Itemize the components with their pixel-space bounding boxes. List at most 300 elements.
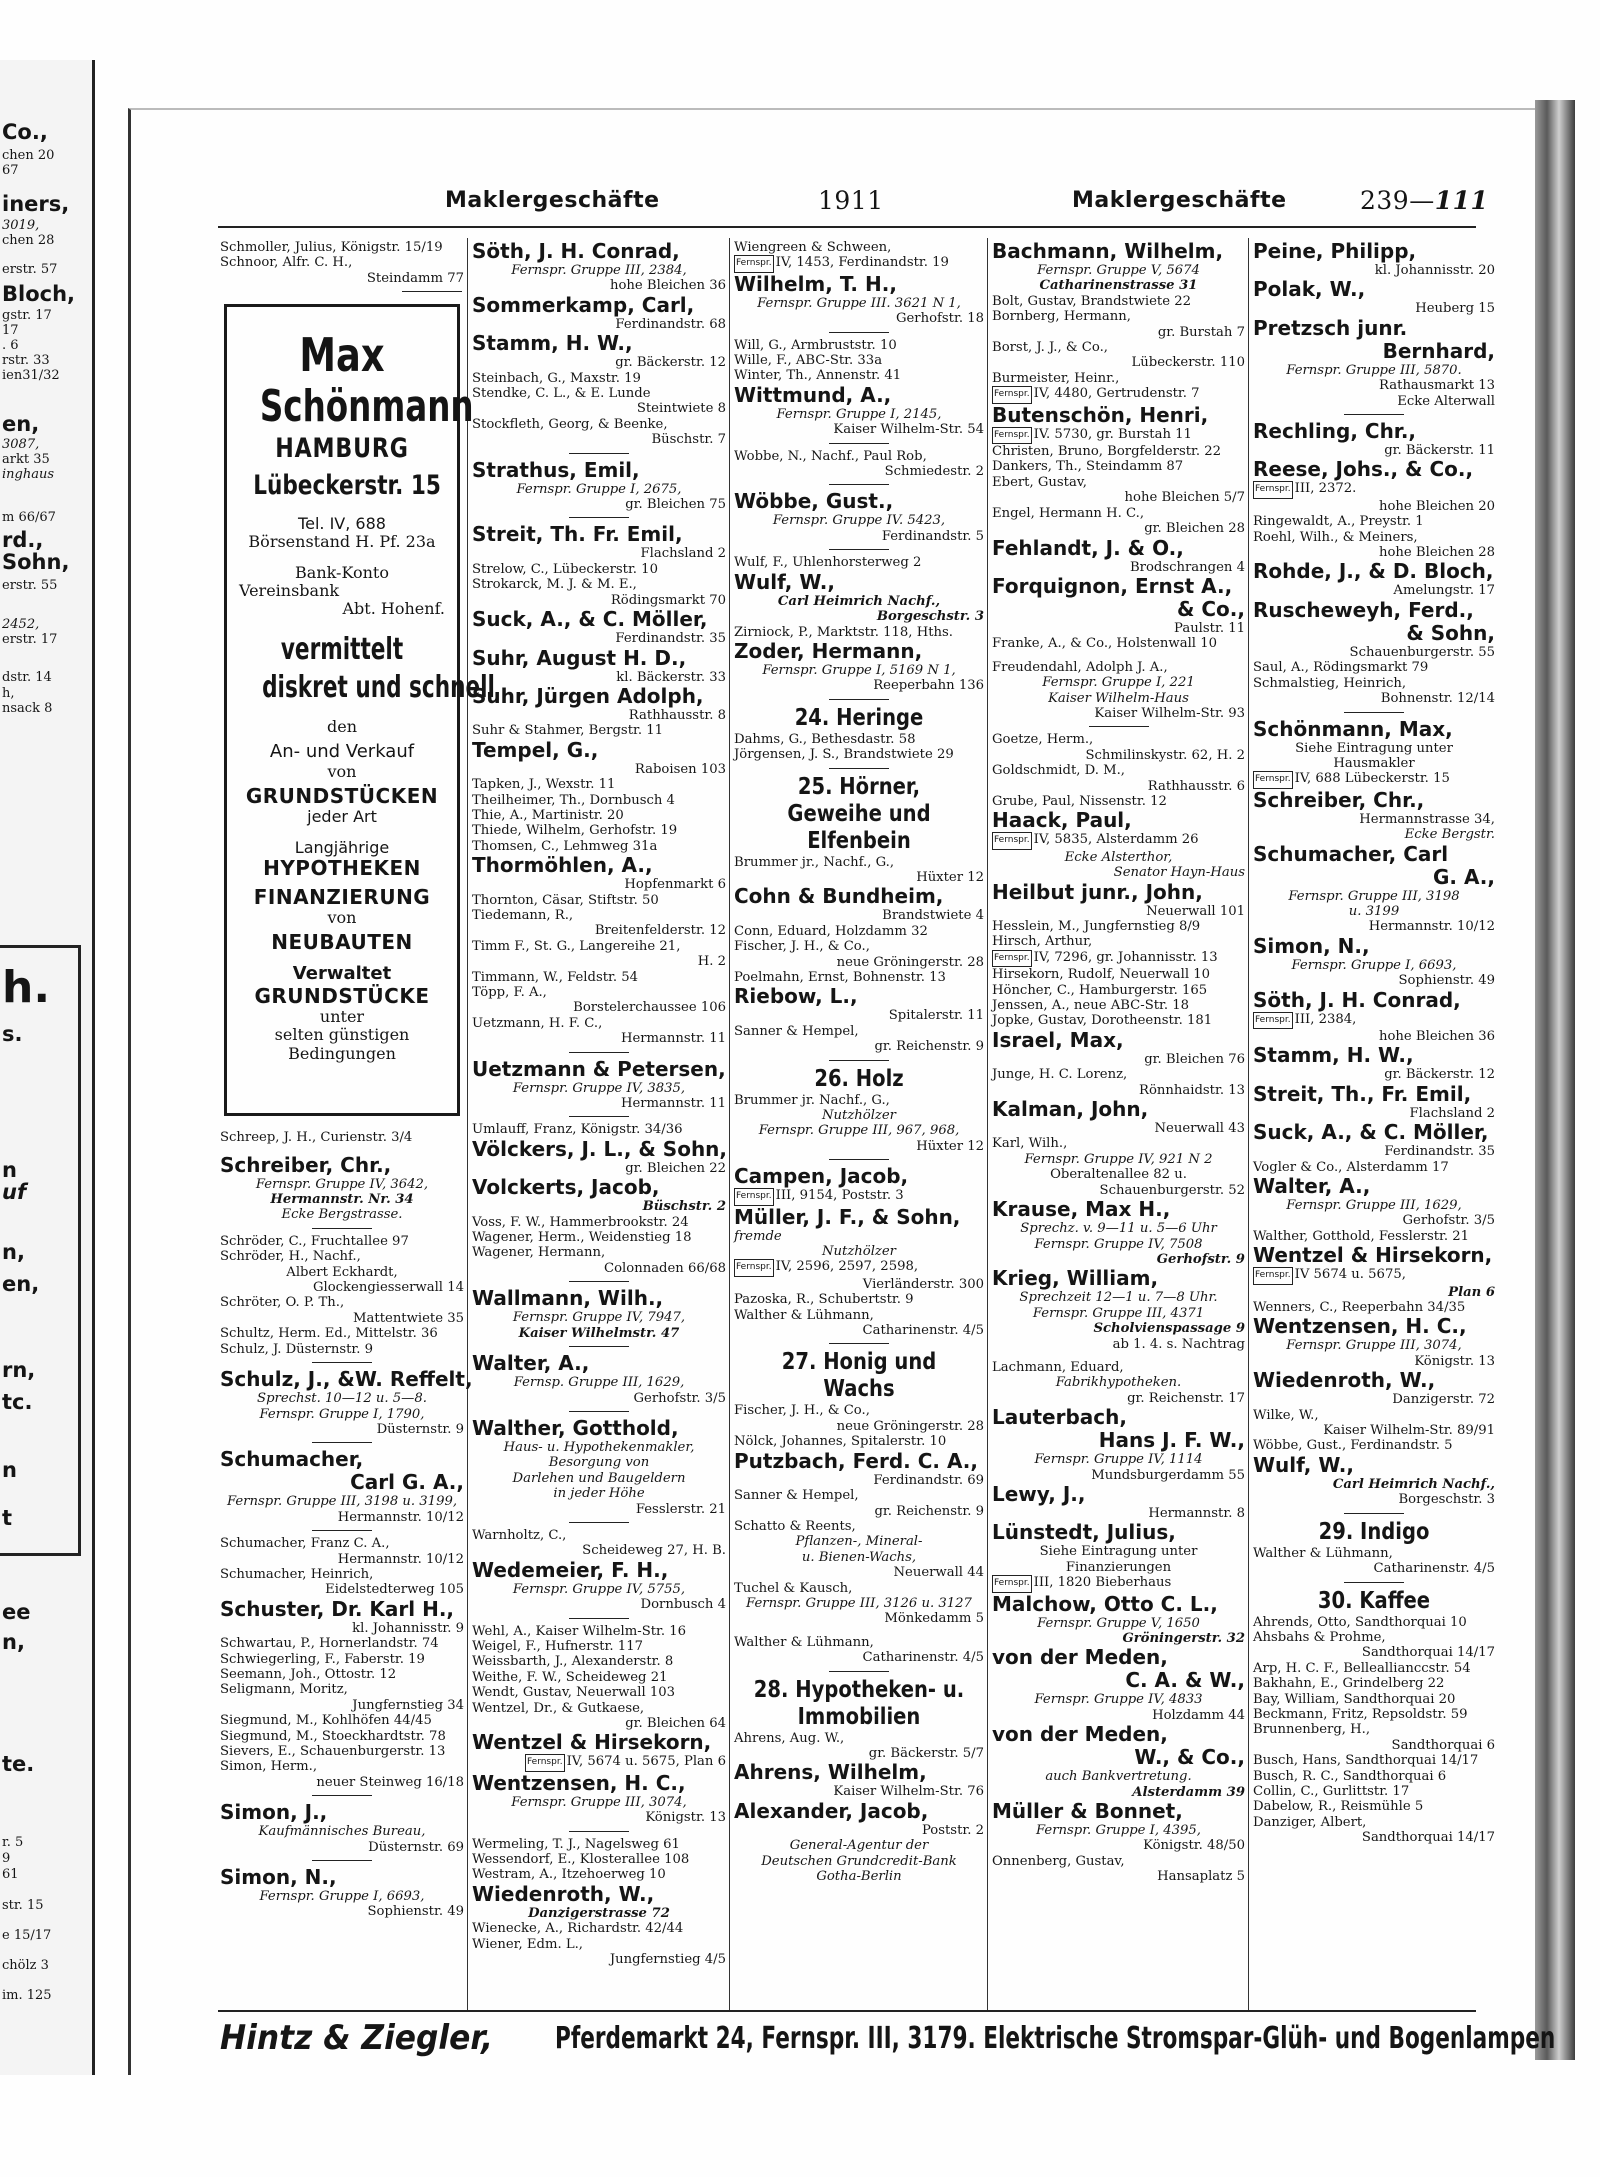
directory-entry bbox=[1253, 1267, 1495, 1284]
directory-entry bbox=[992, 832, 1245, 849]
entry-text: Schuster, Dr. Karl H., bbox=[220, 1596, 455, 1621]
directory-entry bbox=[734, 1024, 984, 1039]
separator-rule bbox=[829, 443, 889, 444]
directory-entry bbox=[992, 967, 1245, 982]
firm-name bbox=[1253, 1285, 1495, 1300]
telephone-icon: Fernspr. bbox=[1253, 1012, 1293, 1029]
entry-text: Königstr. 13 bbox=[645, 1810, 726, 1826]
directory-entry bbox=[472, 1654, 726, 1669]
telephone-icon: Fernspr. bbox=[1253, 771, 1293, 788]
entry-text: Fernspr. Gruppe IV, 1114 bbox=[1034, 1452, 1203, 1468]
firm-name bbox=[220, 1801, 464, 1824]
entry-text: Goldschmidt, D. M., bbox=[992, 763, 1126, 779]
directory-entry bbox=[992, 325, 1245, 340]
directory-entry bbox=[220, 1682, 464, 1697]
entry-text: Pflanzen-, Mineral- bbox=[795, 1534, 923, 1550]
directory-entry bbox=[1253, 263, 1495, 278]
entry-text: Winter, Th., Annenstr. 41 bbox=[734, 368, 902, 384]
entry-text: von der Meden, bbox=[992, 1722, 1168, 1747]
entry-text: Sandthorquai 6 bbox=[1391, 1737, 1495, 1753]
left-page-text-fragment: arkt 35 bbox=[2, 452, 50, 467]
directory-entry bbox=[734, 311, 984, 326]
entry-text: Burmeister, Heinr., bbox=[992, 370, 1120, 386]
directory-entry bbox=[1253, 691, 1495, 706]
entry-text: Sandthorquai 14/17 bbox=[1361, 1830, 1495, 1846]
directory-entry bbox=[472, 723, 726, 738]
entry-text: Borstelerchaussee 106 bbox=[573, 1000, 726, 1016]
left-page-text-fragment: Bloch, bbox=[2, 282, 76, 306]
directory-entry bbox=[472, 1375, 726, 1390]
directory-entry bbox=[1253, 1300, 1495, 1315]
directory-entry bbox=[472, 1937, 726, 1952]
left-page-text-fragment: 2452, bbox=[2, 617, 40, 632]
entry-text: Gröningerstr. 32 bbox=[1122, 1631, 1245, 1646]
firm-name bbox=[1253, 1477, 1495, 1492]
entry-text: Schmoller, Julius, Königstr. 15/19 bbox=[220, 240, 443, 255]
advert-den: den bbox=[326, 716, 357, 736]
separator-rule bbox=[312, 1228, 372, 1229]
directory-entry bbox=[992, 1544, 1245, 1559]
directory-entry bbox=[472, 593, 726, 608]
entry-text: Wulf, F., Uhlenhorsterweg 2 bbox=[734, 555, 922, 571]
directory-entry bbox=[220, 1536, 464, 1551]
entry-text: fremde bbox=[734, 1228, 782, 1244]
firm-name bbox=[220, 1598, 464, 1621]
directory-entry bbox=[220, 1407, 464, 1422]
directory-entry bbox=[734, 1308, 984, 1323]
directory-entry bbox=[472, 1685, 726, 1700]
entry-text: Peine, Philipp, bbox=[1253, 239, 1417, 263]
directory-entry bbox=[220, 1391, 464, 1406]
entry-text: Fernspr. Gruppe III, 3198 u. 3199, bbox=[226, 1494, 458, 1510]
advert-bedingungen: Bedingungen bbox=[288, 1043, 396, 1063]
advert-name-last: Schönmann bbox=[259, 381, 474, 433]
entry-text: Oberaltenallee 82 u. bbox=[1050, 1167, 1187, 1183]
entry-text: Müller & Bonnet, bbox=[992, 1799, 1183, 1824]
entry-text: Haus- u. Hypothekenmakler, bbox=[503, 1439, 695, 1455]
entry-text: Gerhofstr. 9 bbox=[1156, 1251, 1245, 1267]
entry-text: Vierländerstr. 300 bbox=[862, 1276, 984, 1292]
directory-entry bbox=[992, 506, 1245, 521]
entry-text: Fischer, J. H., & Co., bbox=[734, 939, 870, 955]
firm-name bbox=[472, 240, 726, 263]
left-page-text-fragment: ee bbox=[2, 1600, 31, 1624]
entry-text: Fernspr. Gruppe III, 3074, bbox=[511, 1794, 687, 1810]
entry-text: gr. Bäckerstr. 12 bbox=[1384, 1067, 1495, 1083]
directory-entry bbox=[1253, 499, 1495, 514]
entry-text: Weigel, F., Hufnerstr. 117 bbox=[472, 1638, 643, 1654]
entry-text: Freudendahl, Adolph J. A., bbox=[992, 659, 1168, 675]
entry-text: Alsterdamm 39 bbox=[1132, 1784, 1245, 1800]
entry-text: IV, 2596, 2597, 2598, bbox=[775, 1259, 919, 1275]
firm-name bbox=[472, 1138, 726, 1161]
entry-text: Borgeschstr. 3 bbox=[876, 609, 984, 625]
entry-text: Gerhofstr. 3/5 bbox=[633, 1390, 726, 1406]
entry-text: Ahsbahs & Prohme, bbox=[1253, 1629, 1386, 1645]
entry-text: Schwartau, P., Hornerlandstr. 74 bbox=[220, 1636, 439, 1652]
entry-text: gr. Reichenstr. 9 bbox=[874, 1039, 984, 1055]
firm-name bbox=[992, 1429, 1245, 1452]
separator-rule bbox=[829, 699, 889, 700]
directory-entry bbox=[992, 1013, 1245, 1028]
directory-entry bbox=[992, 263, 1245, 278]
entry-text: Zirniock, P., Marktstr. 118, Hths. bbox=[734, 624, 953, 640]
entry-text: Fernspr. Gruppe IV, 7947, bbox=[512, 1310, 686, 1326]
directory-entry bbox=[1253, 1753, 1495, 1768]
entry-text: Siegmund, M., Kohlhöfen 44/45 bbox=[220, 1713, 432, 1729]
entry-text: Walther & Lühmann, bbox=[734, 1307, 874, 1323]
separator-rule bbox=[569, 1618, 629, 1619]
left-page-text-fragment: rd., bbox=[2, 528, 44, 552]
column-divider bbox=[467, 238, 468, 2010]
directory-entry bbox=[1253, 1160, 1495, 1175]
directory-entry bbox=[1253, 1830, 1495, 1845]
separator-rule bbox=[569, 453, 629, 454]
footer-text: Pferdemarkt 24, Fernspr. III, 3179. Elektrische Stromspar-Glüh- und Bogenlampen bbox=[555, 2021, 1556, 2056]
directory-entry bbox=[472, 278, 726, 293]
directory-entry bbox=[1253, 1722, 1495, 1737]
left-page-text-fragment: n bbox=[2, 1158, 17, 1182]
entry-text: Fernspr. Gruppe V, 1650 bbox=[1037, 1615, 1200, 1631]
entry-text: Spitalerstr. 11 bbox=[888, 1008, 984, 1024]
separator-rule bbox=[829, 768, 889, 769]
entry-text: C. A. & W., bbox=[1125, 1668, 1245, 1693]
entry-text: Simon, N., bbox=[220, 1865, 337, 1890]
entry-text: Hermannstr. 11 bbox=[620, 1096, 726, 1112]
entry-text: Uetzmann, H. F. C., bbox=[472, 1015, 603, 1031]
directory-entry bbox=[472, 708, 726, 723]
entry-text: Alexander, Jacob, bbox=[734, 1798, 929, 1823]
entry-text: Strokarck, M. J. & M. E., bbox=[472, 577, 637, 593]
entry-text: Scholvienspassage 9 bbox=[1093, 1321, 1245, 1337]
entry-text: Polak, W., bbox=[1253, 277, 1366, 302]
directory-entry bbox=[992, 865, 1245, 880]
entry-text: Onnenberg, Gustav, bbox=[992, 1853, 1125, 1869]
entry-text: Zoder, Hermann, bbox=[734, 638, 923, 663]
separator-rule bbox=[312, 1362, 372, 1363]
column-1-bottom-entries bbox=[220, 1130, 473, 1920]
directory-entry bbox=[734, 1550, 984, 1565]
firm-name bbox=[1253, 1044, 1495, 1067]
directory-entry bbox=[1253, 1630, 1495, 1645]
firm-name bbox=[1253, 420, 1495, 443]
directory-entry bbox=[1253, 363, 1495, 378]
entry-text: Schauenburgerstr. 55 bbox=[1349, 644, 1495, 660]
entry-text: Raboisen 103 bbox=[634, 761, 726, 777]
directory-entry bbox=[472, 417, 726, 432]
advert-slogan-2: diskret und schnell bbox=[262, 670, 495, 706]
entry-text: Brunnenberg, H., bbox=[1253, 1722, 1371, 1738]
entry-text: Wedemeier, F. H., bbox=[472, 1557, 669, 1582]
entry-text: Heuberg 15 bbox=[1415, 301, 1495, 317]
directory-entry bbox=[472, 1543, 726, 1558]
entry-text: Rathhausstr. 8 bbox=[628, 707, 726, 723]
entry-text: auch Bankvertretung. bbox=[1045, 1769, 1192, 1785]
firm-name bbox=[1253, 1315, 1495, 1338]
directory-entry bbox=[734, 555, 984, 570]
directory-entry bbox=[220, 1265, 464, 1280]
firm-name bbox=[734, 1450, 984, 1473]
entry-text: Butenschön, Henri, bbox=[992, 402, 1209, 427]
firm-name bbox=[1253, 340, 1495, 363]
entry-text: Simon, Herm., bbox=[220, 1759, 318, 1775]
section-heading bbox=[753, 1066, 966, 1093]
firm-name bbox=[734, 609, 984, 624]
advert-bank-2: Vereinsbank bbox=[239, 580, 340, 600]
entry-text: Schreep, J. H., Curienstr. 3/4 bbox=[220, 1130, 413, 1146]
entry-text: Roehl, Wilh., & Meiners, bbox=[1253, 529, 1418, 545]
directory-entry bbox=[992, 1121, 1245, 1136]
entry-text: hohe Bleichen 36 bbox=[609, 278, 726, 294]
entry-text: Wentzel, Dr., & Gutkaese, bbox=[472, 1700, 645, 1716]
directory-entry bbox=[220, 1667, 464, 1682]
directory-entry bbox=[992, 794, 1245, 809]
directory-entry bbox=[220, 1889, 464, 1904]
directory-entry bbox=[472, 1597, 726, 1612]
telephone-icon: Fernspr. bbox=[734, 1259, 774, 1276]
entry-text: Thiede, Wilhelm, Gerhofstr. 19 bbox=[472, 823, 678, 839]
firm-name bbox=[734, 273, 984, 296]
firm-name bbox=[734, 885, 984, 908]
directory-entry bbox=[220, 1713, 464, 1728]
entry-text: Jungfernstieg 34 bbox=[352, 1697, 464, 1713]
directory-entry bbox=[220, 1280, 464, 1295]
entry-text: Wienecke, A., Richardstr. 42/44 bbox=[472, 1921, 684, 1937]
entry-text: Hermannstr. 8 bbox=[1148, 1505, 1245, 1521]
left-page-text-fragment: ien31/32 bbox=[2, 368, 60, 383]
column-divider bbox=[987, 238, 988, 2010]
entry-text: Suhr, August H. D., bbox=[472, 645, 687, 670]
directory-entry bbox=[472, 1795, 726, 1810]
entry-text: Senator Hayn-Haus bbox=[1113, 865, 1245, 881]
entry-text: Bay, William, Sandthorquai 20 bbox=[1253, 1691, 1456, 1707]
directory-entry bbox=[472, 497, 726, 512]
firm-name bbox=[992, 1669, 1245, 1692]
entry-text: Sprechz. v. 9—11 u. 5—6 Uhr bbox=[1020, 1221, 1217, 1237]
entry-text: gr. Burstah 7 bbox=[1157, 324, 1245, 340]
separator-rule bbox=[569, 1522, 629, 1523]
entry-text: Poelmahn, Ernst, Bohnenstr. 13 bbox=[734, 969, 946, 985]
entry-text: gr. Bleichen 22 bbox=[625, 1160, 726, 1176]
entry-text: Weissbarth, J., Alexanderstr. 8 bbox=[472, 1654, 674, 1670]
left-page-text-fragment: nsack 8 bbox=[2, 701, 53, 716]
directory-entry bbox=[992, 1769, 1245, 1784]
entry-text: W., & Co., bbox=[1134, 1745, 1245, 1770]
entry-text: IV 5674 u. 5675, bbox=[1294, 1267, 1406, 1283]
separator-rule bbox=[569, 1281, 629, 1282]
firm-name bbox=[992, 575, 1245, 598]
telephone-icon: Fernspr. bbox=[992, 427, 1032, 444]
directory-entry bbox=[472, 401, 726, 416]
entry-text: Flachsland 2 bbox=[1409, 1105, 1495, 1121]
entry-text: Wallmann, Wilh., bbox=[472, 1286, 664, 1311]
left-page-text-fragment: gstr. 17 bbox=[2, 308, 52, 323]
entry-text: Fernspr. Gruppe III, 5870. bbox=[1286, 362, 1462, 378]
entry-text: Schönmann, Max, bbox=[1253, 716, 1453, 741]
directory-entry bbox=[1253, 378, 1495, 393]
entry-text: Bohnenstr. 12/14 bbox=[1380, 691, 1495, 707]
directory-entry bbox=[992, 983, 1245, 998]
left-page-text-fragment: Co., bbox=[2, 120, 48, 144]
directory-entry bbox=[992, 1468, 1245, 1483]
entry-text: Steindamm 77 bbox=[366, 270, 464, 286]
entry-text: Walter, A., bbox=[472, 1351, 590, 1376]
entry-text: Ecke Alsterthor, bbox=[1064, 849, 1173, 865]
entry-text: Kaiser Wilhelm-Str. 93 bbox=[1094, 705, 1245, 721]
entry-text: Strathus, Emil, bbox=[472, 457, 640, 482]
directory-entry bbox=[472, 1031, 726, 1046]
firm-name bbox=[472, 1176, 726, 1199]
firm-name bbox=[472, 608, 726, 631]
directory-entry bbox=[472, 923, 726, 938]
entry-text: Schröder, C., Fruchtallee 97 bbox=[220, 1233, 409, 1249]
directory-entry bbox=[472, 1582, 726, 1597]
directory-entry bbox=[734, 678, 984, 693]
footer-firm: Hintz & Ziegler, bbox=[220, 2018, 494, 2058]
advert-ankauf: An- und Verkauf bbox=[269, 741, 415, 763]
firm-name bbox=[220, 1154, 464, 1177]
entry-text: Uetzmann & Petersen, bbox=[472, 1056, 726, 1081]
entry-text: Hans J. F. W., bbox=[1098, 1428, 1245, 1453]
entry-text: Hermannstr. Nr. 34 bbox=[270, 1192, 414, 1208]
entry-text: Sandthorquai 14/17 bbox=[1361, 1645, 1495, 1661]
entry-text: Lünstedt, Julius, bbox=[992, 1520, 1176, 1545]
firm-name bbox=[992, 1646, 1245, 1669]
directory-entry bbox=[220, 1652, 464, 1667]
separator-rule bbox=[569, 1116, 629, 1117]
firm-name bbox=[734, 594, 984, 609]
directory-entry bbox=[1253, 1438, 1495, 1453]
left-page-text-fragment: s. bbox=[2, 1022, 23, 1046]
entry-text: Sanner & Hempel, bbox=[734, 1023, 859, 1039]
entry-text: Arp, H. C. F., Belleallianccstr. 54 bbox=[1253, 1660, 1471, 1676]
firm-name bbox=[992, 240, 1245, 263]
directory-entry bbox=[992, 950, 1245, 967]
entry-text: Bakhahn, E., Grindelberg 22 bbox=[1253, 1676, 1445, 1692]
firm-name bbox=[220, 1866, 464, 1889]
firm-name bbox=[992, 1483, 1245, 1506]
entry-text: Thornton, Cäsar, Stiftstr. 50 bbox=[472, 892, 659, 908]
entry-text: III, 2372. bbox=[1294, 481, 1357, 497]
entry-text: Wille, F., ABC-Str. 33a bbox=[734, 353, 883, 369]
entry-text: Kaiser Wilhelm-Str. 76 bbox=[833, 1784, 984, 1800]
entry-text: Fernspr. Gruppe I, 4395, bbox=[1035, 1823, 1202, 1839]
left-page-text-fragment: 3019, bbox=[2, 218, 40, 233]
directory-entry bbox=[472, 1837, 726, 1852]
directory-entry bbox=[1253, 545, 1495, 560]
directory-entry bbox=[992, 1391, 1245, 1406]
telephone-icon: Fernspr. bbox=[992, 386, 1032, 403]
entry-text: Grube, Paul, Nissenstr. 12 bbox=[992, 793, 1167, 809]
entry-text: Hausmakler bbox=[1333, 755, 1415, 771]
directory-entry bbox=[472, 546, 726, 561]
entry-text: Kaiser Wilhelm-Str. 89/91 bbox=[1323, 1423, 1495, 1439]
entry-text: Wiedenroth, W., bbox=[1253, 1368, 1436, 1393]
left-page-text-fragment: n, bbox=[2, 1630, 25, 1654]
directory-entry bbox=[1253, 514, 1495, 529]
advert-verwaltet: Verwaltet bbox=[292, 963, 392, 985]
directory-entry bbox=[992, 444, 1245, 459]
advert-von-2: von bbox=[327, 908, 357, 927]
entry-text: Stockfleth, Georg, & Beenke, bbox=[472, 416, 668, 432]
directory-entry bbox=[472, 877, 726, 892]
firm-name bbox=[1253, 789, 1495, 812]
entry-text: Flachsland 2 bbox=[640, 546, 726, 562]
directory-entry bbox=[1253, 1354, 1495, 1369]
firm-name bbox=[992, 1631, 1245, 1646]
entry-text: Besorgung von bbox=[548, 1455, 650, 1471]
directory-entry bbox=[1253, 1676, 1495, 1691]
entry-text: Danzigerstr. 72 bbox=[1392, 1392, 1495, 1408]
advert-grundstuecke: GRUNDSTÜCKE bbox=[254, 984, 430, 1009]
firm-name bbox=[992, 404, 1245, 427]
left-page-text-fragment: . 6 bbox=[2, 338, 19, 353]
entry-text: Wiengreen & Schween, bbox=[734, 240, 892, 255]
directory-entry bbox=[992, 850, 1245, 865]
directory-entry bbox=[992, 1692, 1245, 1707]
directory-entry bbox=[1253, 812, 1495, 827]
directory-entry bbox=[734, 1229, 984, 1244]
entry-text: Malchow, Otto C. L., bbox=[992, 1591, 1218, 1616]
firm-name bbox=[992, 809, 1245, 832]
directory-entry bbox=[734, 1519, 984, 1534]
entry-text: Schumacher, Franz C. A., bbox=[220, 1536, 390, 1552]
entry-text: Reese, Johs., & Co., bbox=[1253, 457, 1474, 482]
separator-rule bbox=[829, 1671, 889, 1672]
entry-text: Seligmann, Moritz, bbox=[220, 1682, 348, 1698]
firm-name bbox=[472, 1731, 726, 1754]
entry-text: neue Gröningerstr. 28 bbox=[836, 954, 984, 970]
entry-text: Fernspr. Gruppe IV, 5755, bbox=[512, 1581, 686, 1597]
directory-entry bbox=[472, 1639, 726, 1654]
left-page-text-fragment: erstr. 57 bbox=[2, 262, 58, 277]
separator-rule bbox=[312, 1530, 372, 1531]
separator-rule bbox=[829, 1060, 889, 1061]
entry-text: Strelow, C., Lübeckerstr. 10 bbox=[472, 561, 658, 577]
directory-entry bbox=[734, 368, 984, 383]
entry-text: kl. Bäckerstr. 33 bbox=[616, 669, 726, 685]
directory-entry bbox=[992, 459, 1245, 474]
entry-text: Voss, F. W., Hammerbrookstr. 24 bbox=[472, 1214, 689, 1230]
directory-entry bbox=[992, 560, 1245, 575]
entry-text: Schreiber, Chr., bbox=[220, 1152, 392, 1177]
firm-name bbox=[734, 1800, 984, 1823]
firm-name bbox=[734, 1206, 984, 1229]
separator-rule bbox=[829, 484, 889, 485]
directory-entry bbox=[472, 1952, 726, 1967]
section-heading bbox=[753, 774, 966, 855]
directory-entry bbox=[734, 1292, 984, 1307]
entry-text: Wendt, Gustav, Neuerwall 103 bbox=[472, 1685, 676, 1701]
entry-text: Reeperbahn 136 bbox=[873, 678, 984, 694]
entry-text: III, 2384, bbox=[1294, 1011, 1357, 1027]
entry-text: Schmilinskystr. 62, H. 2 bbox=[1085, 747, 1245, 763]
directory-entry bbox=[1253, 1769, 1495, 1784]
left-page-text-fragment: e 15/17 bbox=[2, 1928, 52, 1943]
directory-entry bbox=[992, 294, 1245, 309]
directory-entry bbox=[992, 386, 1245, 403]
left-page-text-fragment: n bbox=[2, 1458, 17, 1482]
directory-entry bbox=[220, 1234, 464, 1249]
separator-rule bbox=[312, 1860, 372, 1861]
entry-text: Busch, Hans, Sandthorquai 14/17 bbox=[1253, 1753, 1479, 1769]
entry-text: Stamm, H. W., bbox=[472, 331, 633, 356]
firm-name bbox=[1253, 240, 1495, 263]
directory-entry bbox=[472, 893, 726, 908]
entry-text: Kaiser Wilhelmstr. 47 bbox=[518, 1325, 680, 1341]
directory-entry bbox=[734, 1473, 984, 1488]
entry-text: Glockengiesserwall 14 bbox=[312, 1280, 464, 1296]
